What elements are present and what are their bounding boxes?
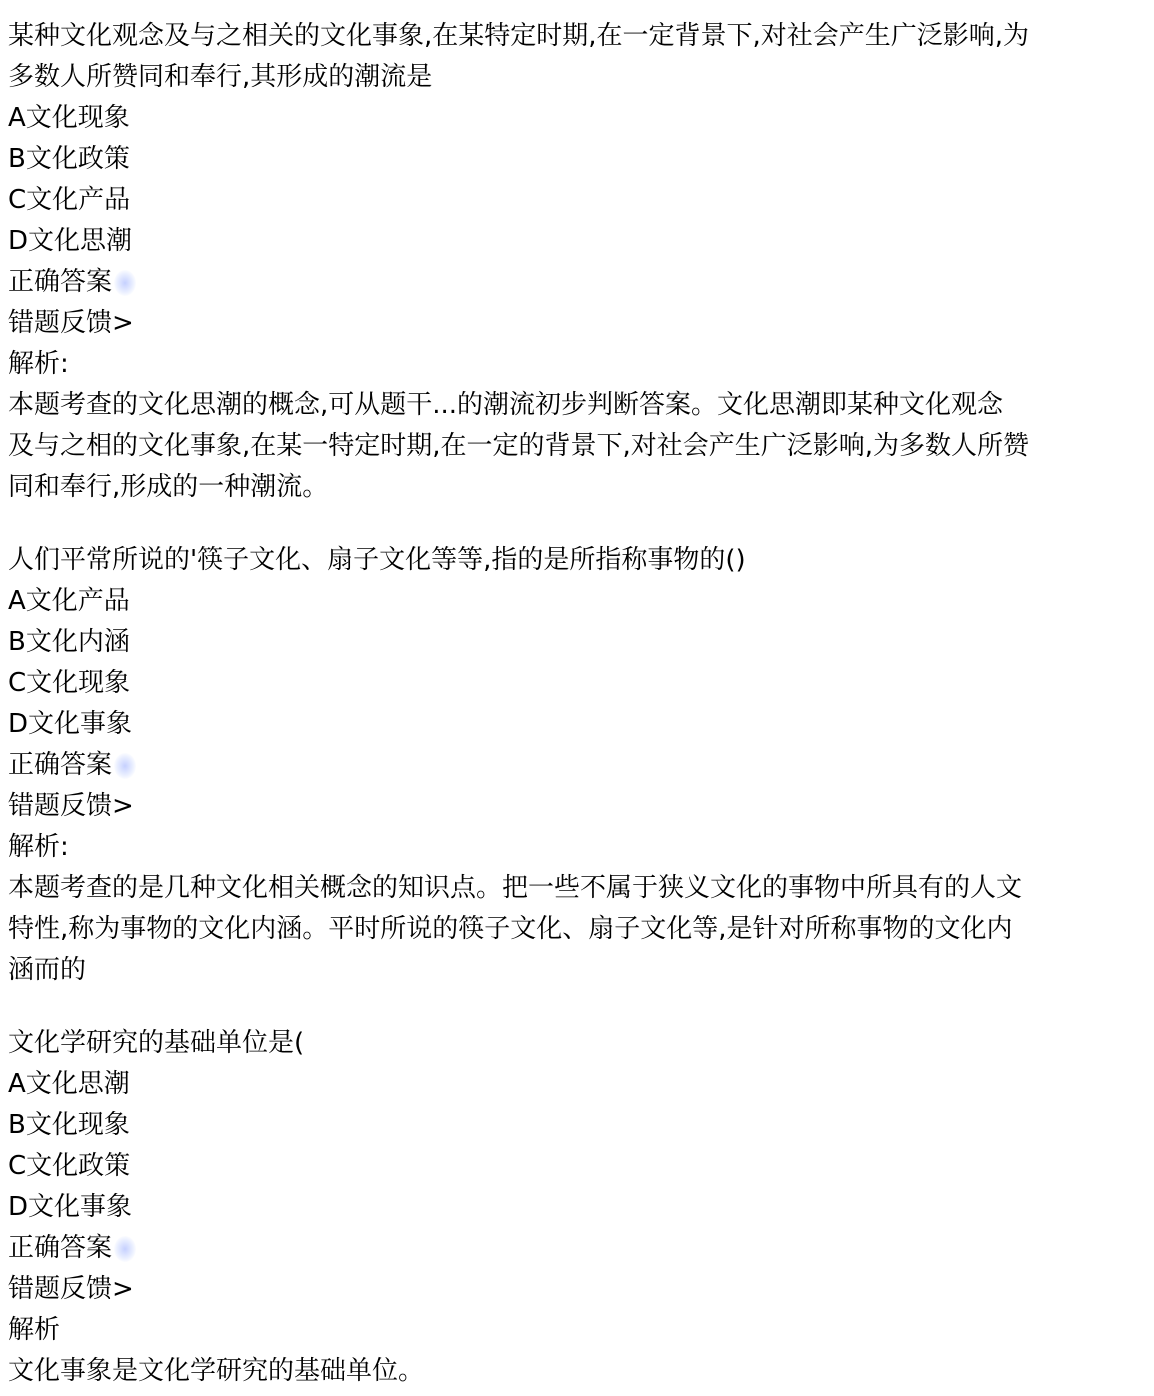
error-feedback-link[interactable]: 错题反馈>: [8, 791, 134, 821]
hidden-answer-blur[interactable]: [114, 753, 136, 779]
question-block-3: [8, 1023, 1138, 1392]
correct-answer-label: 正确答案: [8, 267, 113, 297]
option-b[interactable]: B文化内涵: [8, 627, 130, 657]
error-feedback-link[interactable]: 错题反馈>: [8, 308, 134, 338]
option-d[interactable]: D文化思潮: [8, 226, 133, 256]
analysis-text: 本题考查的文化思潮的概念,可从题干...的潮流初步判断答案。文化思潮即某种文化观念: [8, 390, 1004, 420]
correct-answer-row: [8, 1228, 1138, 1269]
option-a[interactable]: A文化产品: [8, 586, 130, 616]
error-feedback-link[interactable]: 错题反馈>: [8, 1274, 134, 1304]
quiz-page: [8, 16, 1138, 1392]
option-a[interactable]: A文化现象: [8, 103, 130, 133]
option-c[interactable]: C文化现象: [8, 668, 131, 698]
analysis-text: 及与之相的文化事象,在某一特定时期,在一定的背景下,对社会产生广泛影响,为多数人所赞: [8, 431, 1030, 461]
question-divider: [8, 991, 1138, 1023]
question-stem: 人们平常所说的'筷子文化、扇子文化等等,指的是所指称事物的(): [8, 545, 746, 575]
question-block-1: [8, 16, 1138, 508]
option-a[interactable]: A文化思潮: [8, 1069, 130, 1099]
question-divider: [8, 508, 1138, 540]
option-b[interactable]: B文化现象: [8, 1110, 130, 1140]
analysis-text: 同和奉行,形成的一种潮流。: [8, 472, 329, 502]
correct-answer-row: [8, 745, 1138, 786]
option-c[interactable]: C文化政策: [8, 1151, 131, 1181]
analysis-text: 涵而的: [8, 955, 87, 985]
option-d[interactable]: D文化事象: [8, 1192, 133, 1222]
option-c[interactable]: C文化产品: [8, 185, 131, 215]
analysis-text: 文化事象是文化学研究的基础单位。: [8, 1356, 425, 1386]
hidden-answer-blur[interactable]: [114, 270, 136, 296]
correct-answer-row: [8, 262, 1138, 303]
analysis-text: 本题考查的是几种文化相关概念的知识点。把一些不属于狭义文化的事物中所具有的人文: [8, 873, 1023, 903]
question-block-2: [8, 540, 1138, 991]
correct-answer-label: 正确答案: [8, 750, 113, 780]
question-stem: 某种文化观念及与之相关的文化事象,在某特定时期,在一定背景下,对社会产生广泛影响,为: [8, 21, 1030, 51]
analysis-label: 解析:: [8, 349, 69, 379]
correct-answer-label: 正确答案: [8, 1233, 113, 1263]
question-stem: 多数人所赞同和奉行,其形成的潮流是: [8, 62, 433, 92]
analysis-text: 特性,称为事物的文化内涵。平时所说的筷子文化、扇子文化等,是针对所称事物的文化内: [8, 914, 1013, 944]
question-stem: 文化学研究的基础单位是(: [8, 1028, 305, 1058]
option-b[interactable]: B文化政策: [8, 144, 130, 174]
hidden-answer-blur[interactable]: [114, 1236, 136, 1262]
analysis-label: 解析:: [8, 832, 69, 862]
analysis-label: 解析: [8, 1315, 61, 1345]
option-d[interactable]: D文化事象: [8, 709, 133, 739]
